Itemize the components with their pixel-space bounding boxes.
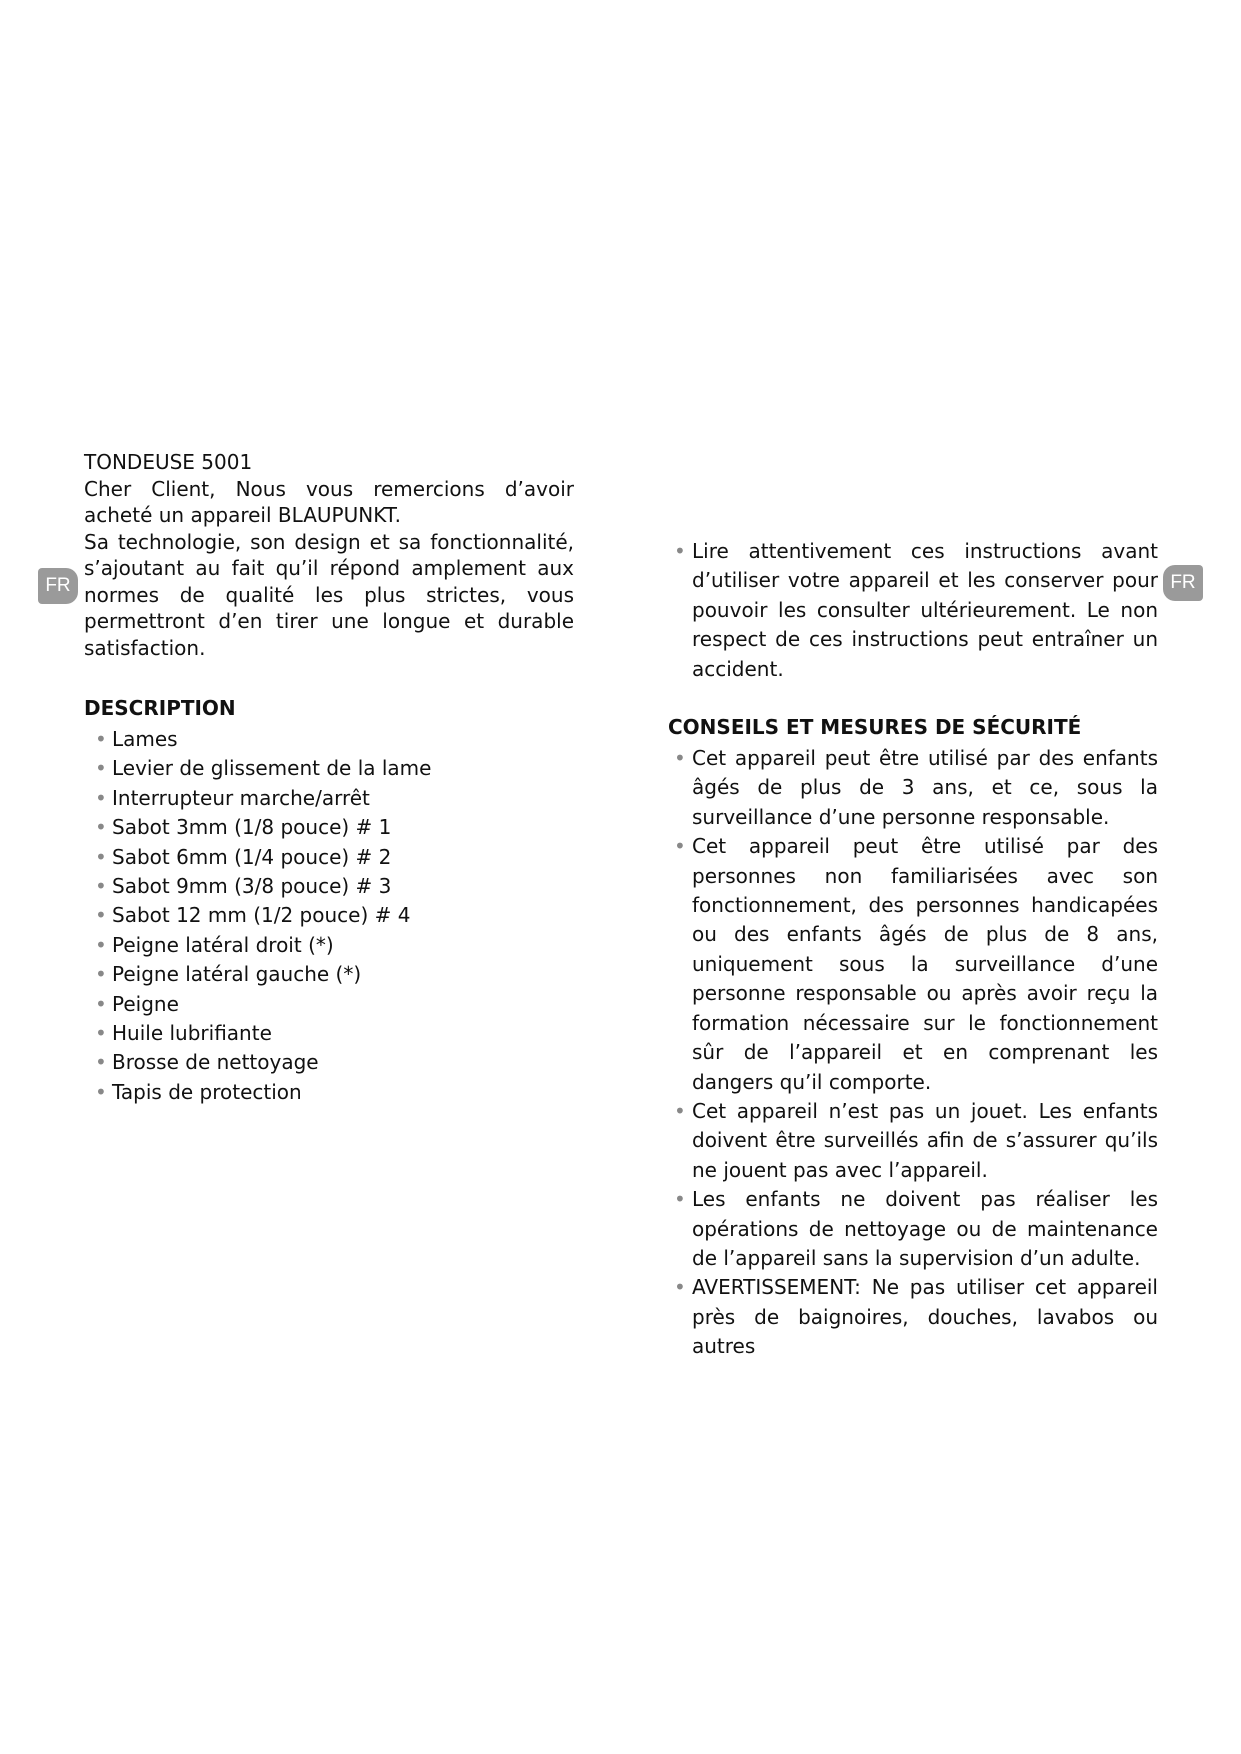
product-title: TONDEUSE 5001	[84, 450, 253, 474]
list-item: • Les enfants ne doivent pas réaliser les opérations de nettoyage ou de maintenance de l’appareil sans la supervision d’un adulte.	[668, 1185, 1158, 1273]
description-list	[84, 725, 574, 1107]
list-item: • Cet appareil n’est pas un jouet. Les enfants doivent être surveillés afin de s’assurer qu’ils ne jouent pas avec l’appareil.	[668, 1097, 1158, 1185]
left-column	[84, 449, 574, 1107]
right-column	[668, 537, 1158, 1362]
safety-heading: CONSEILS ET MESURES DE SÉCURITÉ	[668, 715, 1082, 740]
list-item: • Huile lubrifiante	[84, 1019, 574, 1048]
list-item: • Brosse de nettoyage	[84, 1048, 574, 1077]
list-item: • Peigne latéral droit (*)	[84, 931, 574, 960]
list-item: • Tapis de protection	[84, 1078, 574, 1107]
instructions-list	[668, 537, 1158, 684]
list-item: • Peigne latéral gauche (*)	[84, 960, 574, 989]
list-item: • Lire attentivement ces instructions avant d’utiliser votre appareil et les conserver pour pouvoir les consulter ultérieurement. Le non respect de ces instructions peut entraîner un accident.	[668, 537, 1158, 684]
language-tab-right: FR	[1163, 565, 1203, 601]
list-item: • Cet appareil peut être utilisé par des enfants âgés de plus de 3 ans, et ce, sous la surveillance d’une personne responsable.	[668, 744, 1158, 832]
language-tab-left: FR	[38, 568, 78, 604]
safety-list	[668, 744, 1158, 1362]
list-item: • Sabot 12 mm (1/2 pouce) # 4	[84, 901, 574, 930]
list-item: • AVERTISSEMENT: Ne pas utiliser cet appareil près de baignoires, douches, lavabos ou autres	[668, 1273, 1158, 1361]
list-item: • Cet appareil peut être utilisé par des personnes non familiarisées avec son fonctionnement, des personnes handicapées ou des enfants âgés de plus de 8 ans, uniquement sous la surveillance d’une personne responsable ou après avoir reçu la formation nécessaire sur le fonctionnement sûr de l’appareil et en comprenant les dangers qu’il comporte.	[668, 832, 1158, 1097]
list-item: • Sabot 6mm (1/4 pouce) # 2	[84, 843, 574, 872]
list-item: • Sabot 3mm (1/8 pouce) # 1	[84, 813, 574, 842]
list-item: • Lames	[84, 725, 574, 754]
list-item: • Sabot 9mm (3/8 pouce) # 3	[84, 872, 574, 901]
intro-text: Cher Client, Nous vous remercions d’avoir acheté un appareil BLAUPUNKT.	[84, 476, 574, 527]
list-item: • Peigne	[84, 990, 574, 1019]
intro-paragraph: Sa technologie, son design et sa fonctionnalité, s’ajoutant au fait qu’il répond amplement aux normes de qualité les plus strictes, vous permettront d’en tirer une longue et durable satisfaction.	[84, 529, 574, 660]
list-item: • Interrupteur marche/arrêt	[84, 784, 574, 813]
list-item: • Levier de glissement de la lame	[84, 754, 574, 783]
description-heading: DESCRIPTION	[84, 696, 236, 720]
